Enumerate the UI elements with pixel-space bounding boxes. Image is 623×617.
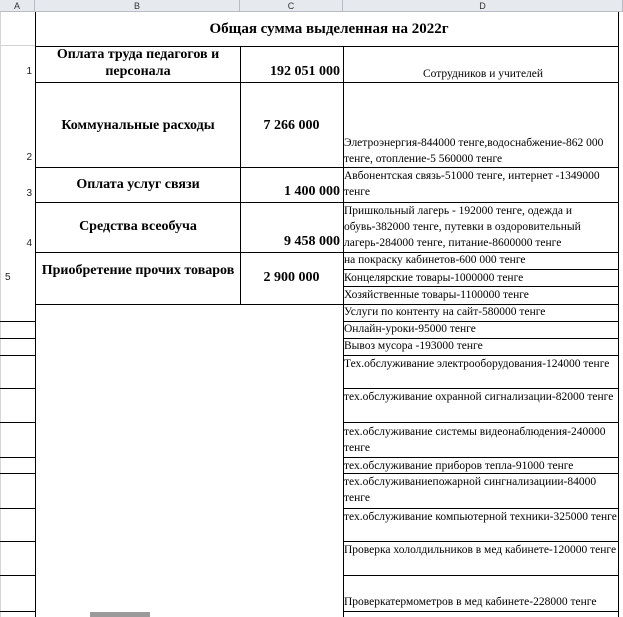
list-item[interactable]: тех.обслуживание компьютерной техники-325000 тенге: [344, 511, 617, 523]
partial-cell: [90, 612, 150, 617]
table-border: [0, 422, 36, 423]
list-item[interactable]: тех.обслуживание системы видеонаблюдения-240000 тенге: [344, 426, 606, 454]
table-border: [35, 82, 619, 83]
table-border: [35, 252, 619, 253]
list-item[interactable]: Тех.обслуживание электрооборудования-124000 тенге: [344, 358, 610, 370]
row-amount[interactable]: 9 458 000: [284, 234, 340, 249]
list-item[interactable]: Хозяйственные товары-1100000 тенге: [344, 289, 529, 301]
list-item[interactable]: Вывоз мусора -193000 тенге: [344, 340, 483, 352]
table-border: [343, 611, 619, 612]
table-border: [343, 473, 619, 474]
row-detail[interactable]: Сотрудников и учителей: [422, 68, 544, 80]
list-item[interactable]: тех.обслуживаниепожарной сингнализациии-84000 тенге: [344, 476, 597, 504]
row-number[interactable]: 2: [26, 152, 32, 163]
row-name[interactable]: Средства всеобуча: [79, 219, 197, 234]
table-border: [0, 611, 36, 612]
list-item[interactable]: на покраску кабинетов-600 000 тенге: [344, 254, 526, 266]
column-header-a-label: A: [13, 1, 20, 11]
table-border: [343, 541, 619, 542]
list-item[interactable]: тех.обслуживание охранной сигнализации-82000 тенге: [344, 391, 614, 403]
row-amount[interactable]: 1 400 000: [284, 184, 340, 199]
row-name[interactable]: Приобретение прочих товаров: [41, 263, 235, 278]
table-border: [343, 338, 619, 339]
list-item[interactable]: тех.обслуживание приборов тепла-91000 тенге: [344, 460, 574, 472]
row-amount[interactable]: 2 900 000: [263, 270, 320, 285]
column-header-d[interactable]: [343, 0, 623, 12]
column-header-a[interactable]: [0, 0, 35, 12]
list-item[interactable]: Проверка хололдильников в мед кабинете-120000 тенге: [344, 544, 617, 556]
table-border: [35, 12, 36, 617]
row-number[interactable]: 1: [26, 66, 32, 77]
table-border: [35, 167, 619, 168]
column-header-b-label: B: [133, 1, 140, 11]
table-border: [343, 457, 619, 458]
row-detail[interactable]: Пришкольный лагерь - 192000 тенге, одежда и обувь-382000 тенге, путевки в оздоровительный лагерь-284000 тенге, питание-8600000 тенге: [344, 205, 581, 249]
row-number[interactable]: 5: [5, 272, 11, 283]
table-border: [0, 508, 36, 509]
column-header-c-label: C: [287, 1, 295, 11]
table-border: [343, 508, 619, 509]
row-amount[interactable]: 192 051 000: [270, 64, 340, 79]
table-border: [0, 473, 36, 474]
table-border: [35, 202, 619, 203]
table-border: [35, 46, 619, 47]
table-border: [35, 304, 619, 305]
table-border: [343, 355, 619, 356]
table-border: [343, 388, 619, 389]
row-detail[interactable]: Элетроэнергия-844000 тенге,водоснабжение-862 000 тенге, отопление-5 560000 тенге: [344, 137, 604, 165]
sheet-title[interactable]: Общая сумма выделенная на 2022г: [209, 20, 449, 37]
list-item[interactable]: Услуги по контенту на сайт-580000 тенге: [344, 306, 546, 318]
table-border: [0, 338, 36, 339]
table-border: [0, 321, 36, 322]
table-border: [240, 46, 241, 304]
table-border: [343, 422, 619, 423]
column-header-b[interactable]: [35, 0, 240, 12]
table-border: [0, 388, 36, 389]
table-border: [343, 269, 619, 270]
gridline: [0, 45, 35, 46]
gridline: [0, 12, 1, 617]
table-border: [0, 575, 36, 576]
list-item[interactable]: Концелярские товары-1000000 тенге: [344, 272, 524, 284]
table-border: [343, 575, 619, 576]
table-border: [343, 321, 619, 322]
table-border: [0, 355, 36, 356]
row-name[interactable]: Оплата услуг связи: [76, 177, 200, 192]
row-number[interactable]: 3: [26, 188, 32, 199]
row-number[interactable]: 4: [26, 238, 32, 249]
list-item[interactable]: Онлайн-уроки-95000 тенге: [344, 323, 476, 335]
list-item[interactable]: Проверкатермометров в мед кабинете-228000 тенге: [344, 596, 597, 608]
table-border: [618, 12, 619, 617]
row-detail[interactable]: Авбонентская связь-51000 тенге, интернет -1349000 тенге: [344, 170, 600, 198]
table-border: [0, 541, 36, 542]
row-name[interactable]: Оплата труда педагогов и персонала: [56, 47, 220, 79]
table-border: [0, 457, 36, 458]
row-name[interactable]: Коммунальные расходы: [61, 118, 215, 133]
column-header-d-label: D: [479, 1, 486, 11]
table-border: [343, 46, 344, 617]
table-border: [343, 286, 619, 287]
column-header-c[interactable]: [240, 0, 343, 12]
row-amount[interactable]: 7 266 000: [263, 118, 320, 133]
